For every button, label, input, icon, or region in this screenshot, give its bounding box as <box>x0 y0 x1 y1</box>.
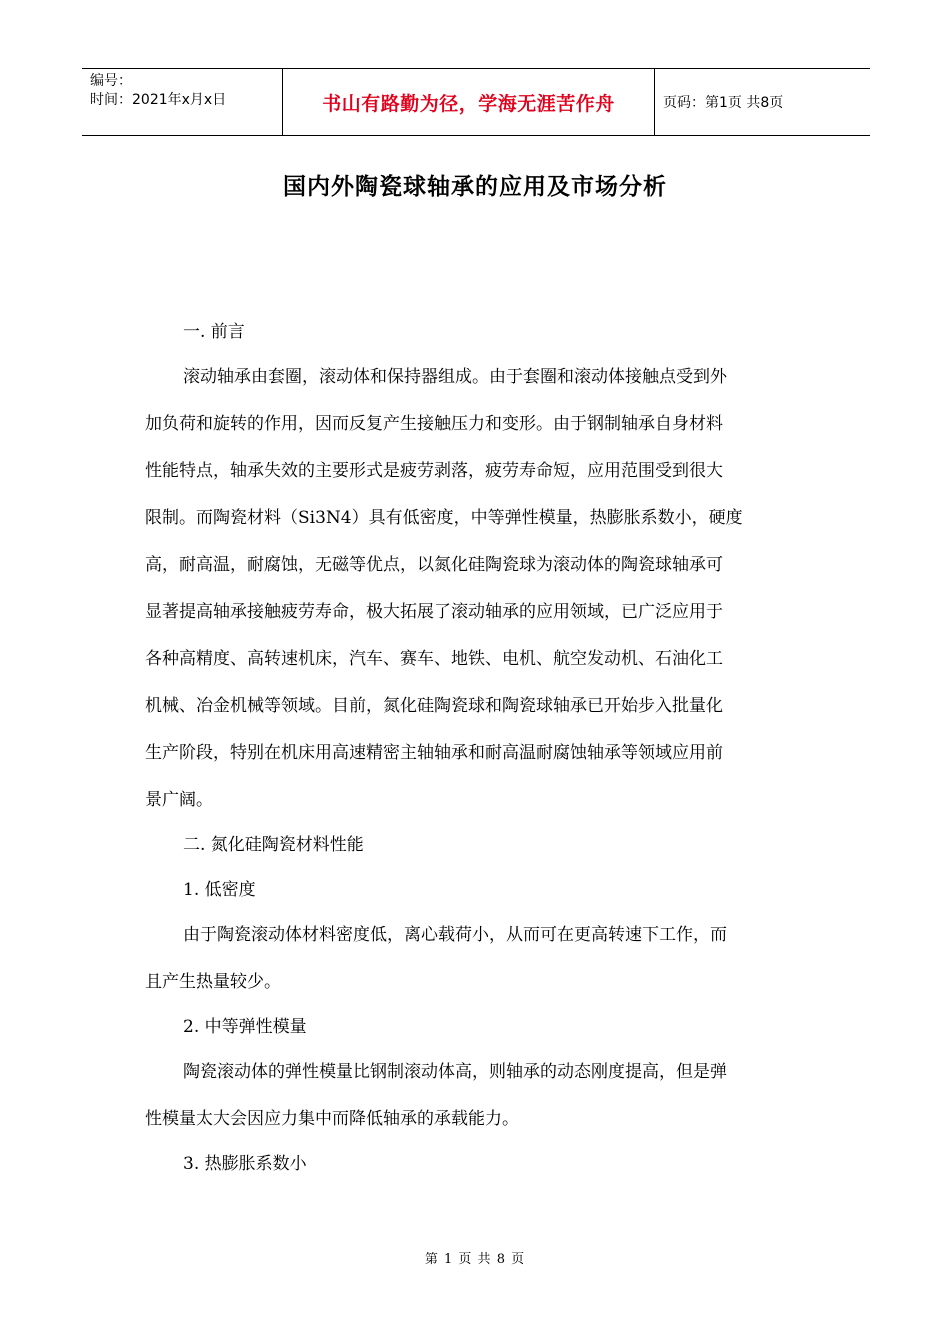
document-title: 国内外陶瓷球轴承的应用及市场分析 <box>283 173 667 200</box>
paragraph-line: 高，耐高温，耐腐蚀，无磁等优点，以氮化硅陶瓷球为滚动体的陶瓷球轴承可 <box>145 555 723 575</box>
time-label: 时间：2021年x月x日 <box>90 92 227 108</box>
paragraph-line: 景广阔。 <box>145 790 213 810</box>
header-meta-cell <box>82 69 282 135</box>
number-label: 编号： <box>90 73 132 89</box>
paragraph-line: 滚动轴承由套圈，滚动体和保持器组成。由于套圈和滚动体接触点受到外 <box>183 367 727 387</box>
paragraph-line: 机械、冶金机械等领域。目前，氮化硅陶瓷球和陶瓷球轴承已开始步入批量化 <box>145 696 723 716</box>
motto-text: 书山有路勤为径，学海无涯苦作舟 <box>322 92 615 115</box>
motto-cell <box>282 69 655 135</box>
subheading-low-density: 1. 低密度 <box>183 880 256 900</box>
paragraph-line: 陶瓷滚动体的弹性模量比钢制滚动体高，则轴承的动态刚度提高，但是弹 <box>183 1062 727 1082</box>
paragraph-line: 各种高精度、高转速机床，汽车、赛车、地铁、电机、航空发动机、石油化工 <box>145 649 723 669</box>
page-info-cell <box>655 69 870 135</box>
document-body <box>145 316 805 1181</box>
paragraph-line: 限制。而陶瓷材料（Si3N4）具有低密度，中等弹性模量，热膨胀系数小，硬度 <box>145 508 743 528</box>
paragraph-line: 加负荷和旋转的作用，因而反复产生接触压力和变形。由于钢制轴承自身材料 <box>145 414 723 434</box>
paragraph-line: 生产阶段，特别在机床用高速精密主轴轴承和耐高温耐腐蚀轴承等领域应用前 <box>145 743 723 763</box>
section-heading-material: 二. 氮化硅陶瓷材料性能 <box>183 835 364 855</box>
subheading-elastic-modulus: 2. 中等弹性模量 <box>183 1017 307 1037</box>
subheading-thermal-expansion: 3. 热膨胀系数小 <box>183 1154 307 1174</box>
paragraph-line: 且产生热量较少。 <box>145 972 281 992</box>
paragraph-line: 性能特点，轴承失效的主要形式是疲劳剥落，疲劳寿命短，应用范围受到很大 <box>145 461 723 481</box>
paragraph-line: 由于陶瓷滚动体材料密度低，离心载荷小，从而可在更高转速下工作，而 <box>183 925 727 945</box>
page-footer: 第 1 页 共 8 页 <box>424 1252 526 1267</box>
header-table <box>82 68 870 136</box>
page-info-text: 页码：第1页 共8页 <box>663 95 784 111</box>
section-heading-preface: 一. 前言 <box>183 322 245 342</box>
paragraph-line: 性模量太大会因应力集中而降低轴承的承载能力。 <box>145 1109 519 1129</box>
paragraph-line: 显著提高轴承接触疲劳寿命，极大拓展了滚动轴承的应用领域，已广泛应用于 <box>145 602 723 622</box>
